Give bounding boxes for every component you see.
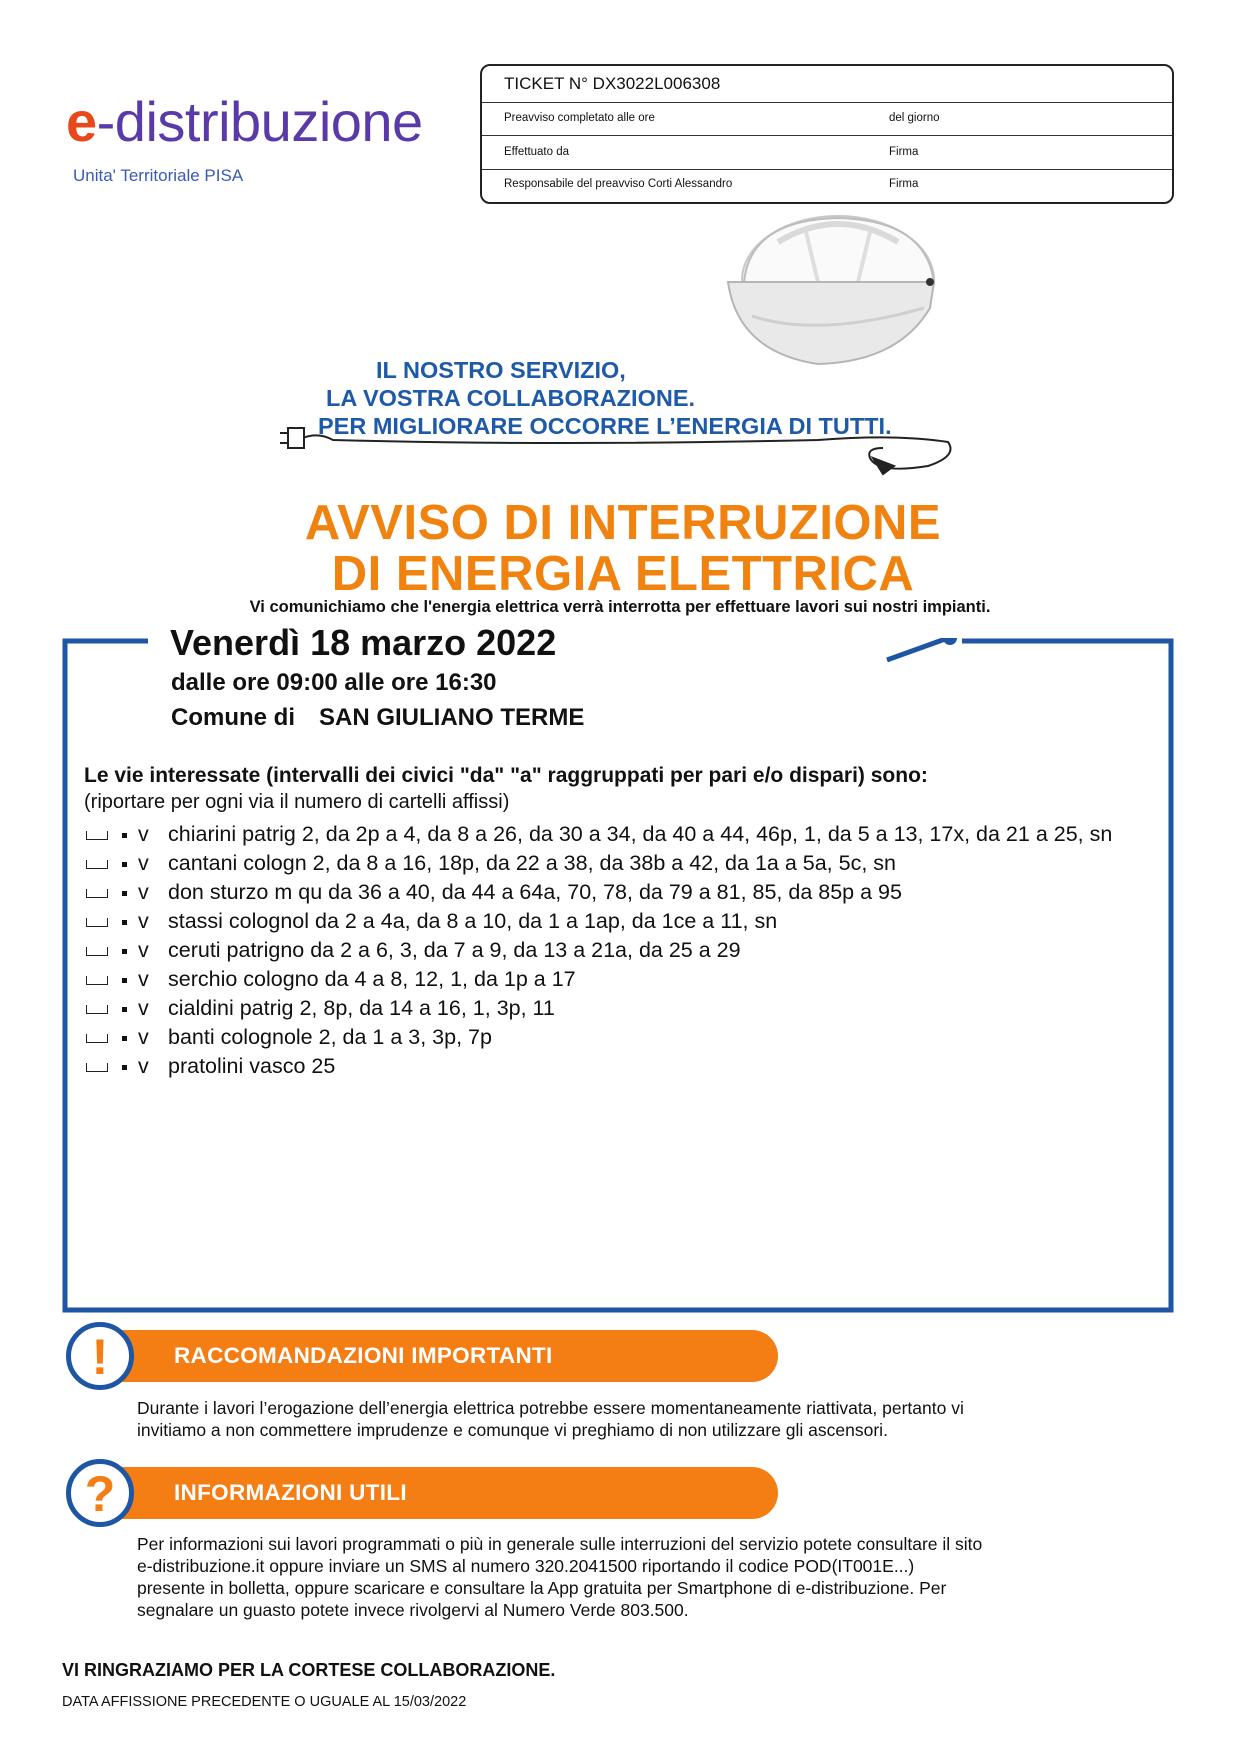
street-prefix: v (138, 1054, 149, 1078)
ticket-number: TICKET N° DX3022L006308 (504, 74, 721, 93)
recommendations-text (137, 1397, 964, 1441)
ticket-row-label: Responsabile del preavviso Corti Alessandro (504, 178, 733, 190)
checkbox-icon (86, 1063, 108, 1072)
text-line: invitiamo a non commettere imprudenze e comunque vi preghiamo di non utilizzare gli ascensori. (137, 1420, 888, 1440)
list-item (84, 936, 1144, 965)
ticket-title-row (482, 66, 1172, 103)
street-prefix: v (138, 1025, 149, 1049)
list-item (84, 849, 1144, 878)
intro-text: Vi comunichiamo che l'energia elettrica verrà interrotta per effettuare lavori sui nostri impianti. (249, 598, 991, 616)
ticket-row-label-right: Firma (889, 146, 919, 158)
exclamation-icon: ! (66, 1322, 134, 1390)
bullet-icon (122, 862, 127, 867)
slogan-line: PER MIGLIORARE OCCORRE L’ENERGIA DI TUTTI. (318, 413, 892, 439)
helmet-icon (728, 216, 934, 364)
bullet-icon (122, 949, 127, 954)
posting-date: DATA AFFISSIONE PRECEDENTE O UGUALE AL 15/03/2022 (62, 1694, 467, 1710)
ticket-row-label-right: Firma (889, 178, 919, 190)
ticket-row-completed (482, 102, 1172, 136)
info-text (137, 1533, 982, 1621)
streets-list (84, 820, 1144, 1081)
bullet-icon (122, 1007, 127, 1012)
street-prefix: v (138, 880, 149, 904)
question-icon: ? (66, 1459, 134, 1527)
territorial-unit: Unita' Territoriale PISA (73, 166, 244, 185)
ticket-row-label: Preavviso completato alle ore (504, 112, 655, 124)
logo-e: e (66, 90, 97, 153)
notice-headline (258, 498, 988, 600)
municipality-label: Comune di (171, 704, 295, 731)
checkbox-icon (86, 831, 108, 840)
street-text: cialdini patrig 2, 8p, da 14 a 16, 1, 3p, 11 (168, 996, 555, 1020)
checkbox-icon (86, 860, 108, 869)
checkbox-icon (86, 918, 108, 927)
list-item (84, 994, 1144, 1023)
checkbox-icon (86, 976, 108, 985)
ticket-row-label-right: del giorno (889, 112, 940, 124)
bullet-icon (122, 920, 127, 925)
interruption-date: Venerdì 18 marzo 2022 (170, 622, 557, 663)
bullet-icon (122, 1065, 127, 1070)
info-banner: INFORMAZIONI UTILI (86, 1467, 778, 1519)
e-distribuzione-logo (66, 92, 423, 152)
street-text: chiarini patrig 2, da 2p a 4, da 8 a 26, da 30 a 34, da 40 a 44, 46p, 1, da 5 a 13, 17x, da 21 a 25, sn (168, 822, 1113, 846)
frame-pin-icon (887, 638, 957, 660)
ticket-row-responsible (482, 169, 1172, 202)
checkbox-icon (86, 1005, 108, 1014)
bullet-icon (122, 1036, 127, 1041)
headline-line: DI ENERGIA ELETTRICA (331, 547, 915, 601)
street-prefix: v (138, 851, 149, 875)
interruption-hours: dalle ore 09:00 alle ore 16:30 (171, 669, 497, 696)
street-prefix: v (138, 938, 149, 962)
street-text: don sturzo m qu da 36 a 40, da 44 a 64a, 70, 78, da 79 a 81, 85, da 85p a 95 (168, 880, 902, 904)
street-text: banti colognole 2, da 1 a 3, 3p, 7p (168, 1025, 492, 1049)
text-line: presente in bolletta, oppure scaricare e consultare la App gratuita per Smartphone di e-distribuzione. Per (137, 1578, 947, 1598)
list-item (84, 1052, 1144, 1081)
municipality (171, 704, 584, 732)
thanks-text: VI RINGRAZIAMO PER LA CORTESE COLLABORAZIONE. (62, 1660, 556, 1680)
street-text: pratolini vasco 25 (168, 1054, 336, 1078)
bullet-icon (122, 833, 127, 838)
list-item (84, 1023, 1144, 1052)
recommendations-banner: RACCOMANDAZIONI IMPORTANTI (86, 1330, 778, 1382)
streets-note: (riportare per ogni via il numero di cartelli affissi) (84, 791, 510, 813)
list-item (84, 907, 1144, 936)
municipality-name: SAN GIULIANO TERME (319, 704, 585, 731)
ticket-box (480, 64, 1174, 204)
street-text: serchio cologno da 4 a 8, 12, 1, da 1p a 17 (168, 967, 576, 991)
street-text: ceruti patrigno da 2 a 6, 3, da 7 a 9, da 13 a 21a, da 25 a 29 (168, 938, 741, 962)
text-line: e-distribuzione.it oppure inviare un SMS al numero 320.2041500 riportando il codice POD(IT001E...) (137, 1556, 915, 1576)
street-prefix: v (138, 967, 149, 991)
slogan-line: LA VOSTRA COLLABORAZIONE. (326, 385, 696, 411)
list-item (84, 878, 1144, 907)
logo-text: -distribuzione (96, 90, 423, 153)
ticket-row-label: Effettuato da (504, 146, 570, 158)
bullet-icon (122, 978, 127, 983)
list-item (84, 965, 1144, 994)
checkbox-icon (86, 889, 108, 898)
checkbox-icon (86, 947, 108, 956)
list-item (84, 820, 1144, 849)
text-line: segnalare un guasto potete invece rivolgervi al Numero Verde 803.500. (137, 1600, 689, 1620)
checkbox-icon (86, 1034, 108, 1043)
street-prefix: v (138, 822, 149, 846)
street-prefix: v (138, 996, 149, 1020)
street-text: cantani cologn 2, da 8 a 16, 18p, da 22 a 38, da 38b a 42, da 1a a 5a, 5c, sn (168, 851, 896, 875)
text-line: Per informazioni sui lavori programmati o più in generale sulle interruzioni del servizio potete consultare il sito (137, 1534, 983, 1554)
headline-line: AVVISO DI INTERRUZIONE (304, 496, 942, 550)
text-line: Durante i lavori l’erogazione dell’energia elettrica potrebbe essere momentaneamente riattivata, pertanto vi (137, 1398, 964, 1418)
streets-heading: Le vie interessate (intervalli dei civici "da" "a" raggruppati per pari e/o dispari) sono: (84, 764, 928, 787)
banner-slogan (318, 356, 892, 440)
ticket-row-executed (482, 135, 1172, 170)
street-text: stassi colognol da 2 a 4a, da 8 a 10, da 1 a 1ap, da 1ce a 11, sn (168, 909, 778, 933)
bullet-icon (122, 891, 127, 896)
street-prefix: v (138, 909, 149, 933)
slogan-line: IL NOSTRO SERVIZIO, (376, 357, 626, 383)
